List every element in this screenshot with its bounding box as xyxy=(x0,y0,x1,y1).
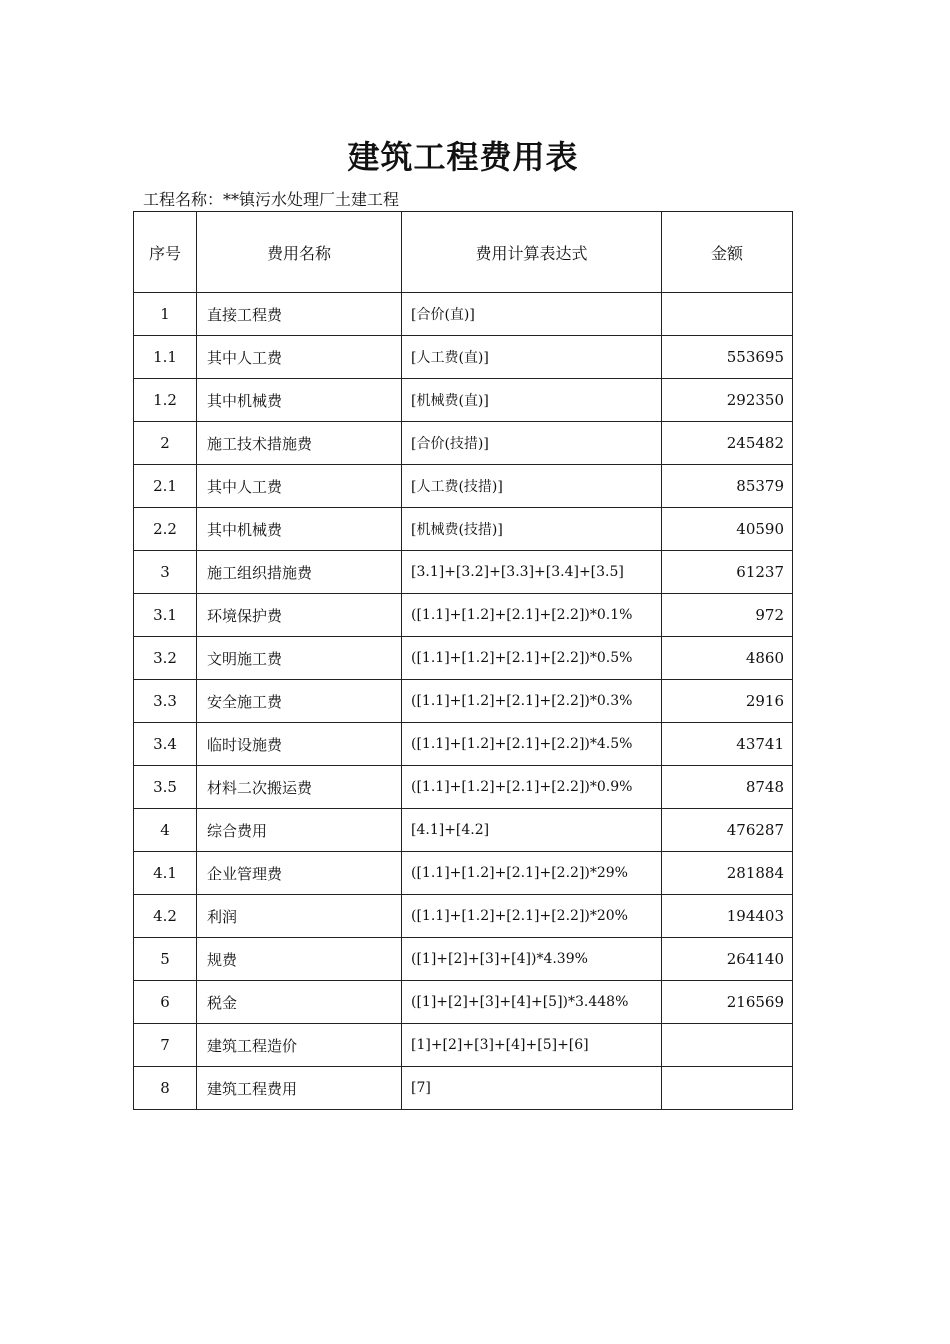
fee-amount: 2916 xyxy=(662,680,793,723)
fee-name: 建筑工程造价 xyxy=(197,1024,402,1067)
row-number: 3.5 xyxy=(134,766,197,809)
fee-amount: 553695 xyxy=(662,336,793,379)
fee-expression: ([1.1]+[1.2]+[2.1]+[2.2])*0.5% xyxy=(402,637,662,680)
row-number: 3 xyxy=(134,551,197,594)
row-number: 4.2 xyxy=(134,895,197,938)
table-row xyxy=(134,293,793,336)
fee-expression: [人工费(直)] xyxy=(402,336,662,379)
table-row xyxy=(134,1024,793,1067)
fee-amount: 972 xyxy=(662,594,793,637)
fee-expression: [3.1]+[3.2]+[3.3]+[3.4]+[3.5] xyxy=(402,551,662,594)
fee-name: 施工技术措施费 xyxy=(197,422,402,465)
row-number: 1 xyxy=(134,293,197,336)
row-number: 3.3 xyxy=(134,680,197,723)
fee-name: 施工组织措施费 xyxy=(197,551,402,594)
table-row xyxy=(134,938,793,981)
fee-amount: 216569 xyxy=(662,981,793,1024)
table-header-row xyxy=(134,212,793,293)
fee-name: 安全施工费 xyxy=(197,680,402,723)
row-number: 2.1 xyxy=(134,465,197,508)
row-number: 3.2 xyxy=(134,637,197,680)
fee-amount: 43741 xyxy=(662,723,793,766)
fee-amount xyxy=(662,293,793,336)
fee-name: 税金 xyxy=(197,981,402,1024)
fee-amount: 292350 xyxy=(662,379,793,422)
fee-name: 综合费用 xyxy=(197,809,402,852)
row-number: 2.2 xyxy=(134,508,197,551)
fee-name: 直接工程费 xyxy=(197,293,402,336)
table-row xyxy=(134,766,793,809)
fee-expression: [机械费(技措)] xyxy=(402,508,662,551)
table-row xyxy=(134,594,793,637)
row-number: 4 xyxy=(134,809,197,852)
table-row xyxy=(134,551,793,594)
fee-expression: ([1.1]+[1.2]+[2.1]+[2.2])*0.1% xyxy=(402,594,662,637)
fee-expression: ([1.1]+[1.2]+[2.1]+[2.2])*0.9% xyxy=(402,766,662,809)
row-number: 1.2 xyxy=(134,379,197,422)
fee-expression: [机械费(直)] xyxy=(402,379,662,422)
fee-amount: 40590 xyxy=(662,508,793,551)
fee-name: 企业管理费 xyxy=(197,852,402,895)
table-row xyxy=(134,680,793,723)
table-row xyxy=(134,723,793,766)
header-amount: 金额 xyxy=(662,212,793,293)
table-row xyxy=(134,852,793,895)
table-row xyxy=(134,465,793,508)
row-number: 6 xyxy=(134,981,197,1024)
fee-expression: ([1]+[2]+[3]+[4])*4.39% xyxy=(402,938,662,981)
fee-expression: ([1.1]+[1.2]+[2.1]+[2.2])*0.3% xyxy=(402,680,662,723)
fee-amount: 8748 xyxy=(662,766,793,809)
header-expr: 费用计算表达式 xyxy=(402,212,662,293)
fee-amount: 476287 xyxy=(662,809,793,852)
row-number: 7 xyxy=(134,1024,197,1067)
header-name: 费用名称 xyxy=(197,212,402,293)
fee-name: 环境保护费 xyxy=(197,594,402,637)
fee-expression: ([1.1]+[1.2]+[2.1]+[2.2])*29% xyxy=(402,852,662,895)
fee-name: 其中人工费 xyxy=(197,465,402,508)
fee-expression: [1]+[2]+[3]+[4]+[5]+[6] xyxy=(402,1024,662,1067)
table-row xyxy=(134,336,793,379)
table-row xyxy=(134,895,793,938)
fee-expression: [合价(直)] xyxy=(402,293,662,336)
fee-amount: 245482 xyxy=(662,422,793,465)
fee-table xyxy=(133,211,793,1110)
fee-amount: 85379 xyxy=(662,465,793,508)
fee-amount: 194403 xyxy=(662,895,793,938)
fee-expression: [人工费(技措)] xyxy=(402,465,662,508)
fee-amount xyxy=(662,1067,793,1110)
table-row xyxy=(134,379,793,422)
fee-expression: ([1.1]+[1.2]+[2.1]+[2.2])*4.5% xyxy=(402,723,662,766)
fee-expression: [7] xyxy=(402,1067,662,1110)
fee-amount: 264140 xyxy=(662,938,793,981)
fee-name: 建筑工程费用 xyxy=(197,1067,402,1110)
fee-name: 文明施工费 xyxy=(197,637,402,680)
row-number: 8 xyxy=(134,1067,197,1110)
fee-expression: [4.1]+[4.2] xyxy=(402,809,662,852)
fee-name: 其中人工费 xyxy=(197,336,402,379)
fee-name: 临时设施费 xyxy=(197,723,402,766)
fee-name: 其中机械费 xyxy=(197,508,402,551)
fee-amount xyxy=(662,1024,793,1067)
page-title: 建筑工程费用表 xyxy=(347,138,579,176)
fee-name: 规费 xyxy=(197,938,402,981)
table-row xyxy=(134,508,793,551)
row-number: 4.1 xyxy=(134,852,197,895)
fee-amount: 281884 xyxy=(662,852,793,895)
project-name: 工程名称：**镇污水处理厂土建工程 xyxy=(143,190,400,209)
fee-name: 其中机械费 xyxy=(197,379,402,422)
table-row xyxy=(134,1067,793,1110)
table-row xyxy=(134,422,793,465)
fee-name: 利润 xyxy=(197,895,402,938)
row-number: 5 xyxy=(134,938,197,981)
fee-expression: ([1]+[2]+[3]+[4]+[5])*3.448% xyxy=(402,981,662,1024)
row-number: 3.1 xyxy=(134,594,197,637)
row-number: 2 xyxy=(134,422,197,465)
header-no: 序号 xyxy=(134,212,197,293)
fee-name: 材料二次搬运费 xyxy=(197,766,402,809)
table-row xyxy=(134,981,793,1024)
fee-expression: [合价(技措)] xyxy=(402,422,662,465)
table-row xyxy=(134,809,793,852)
fee-amount: 4860 xyxy=(662,637,793,680)
row-number: 1.1 xyxy=(134,336,197,379)
table-row xyxy=(134,637,793,680)
fee-amount: 61237 xyxy=(662,551,793,594)
fee-expression: ([1.1]+[1.2]+[2.1]+[2.2])*20% xyxy=(402,895,662,938)
row-number: 3.4 xyxy=(134,723,197,766)
